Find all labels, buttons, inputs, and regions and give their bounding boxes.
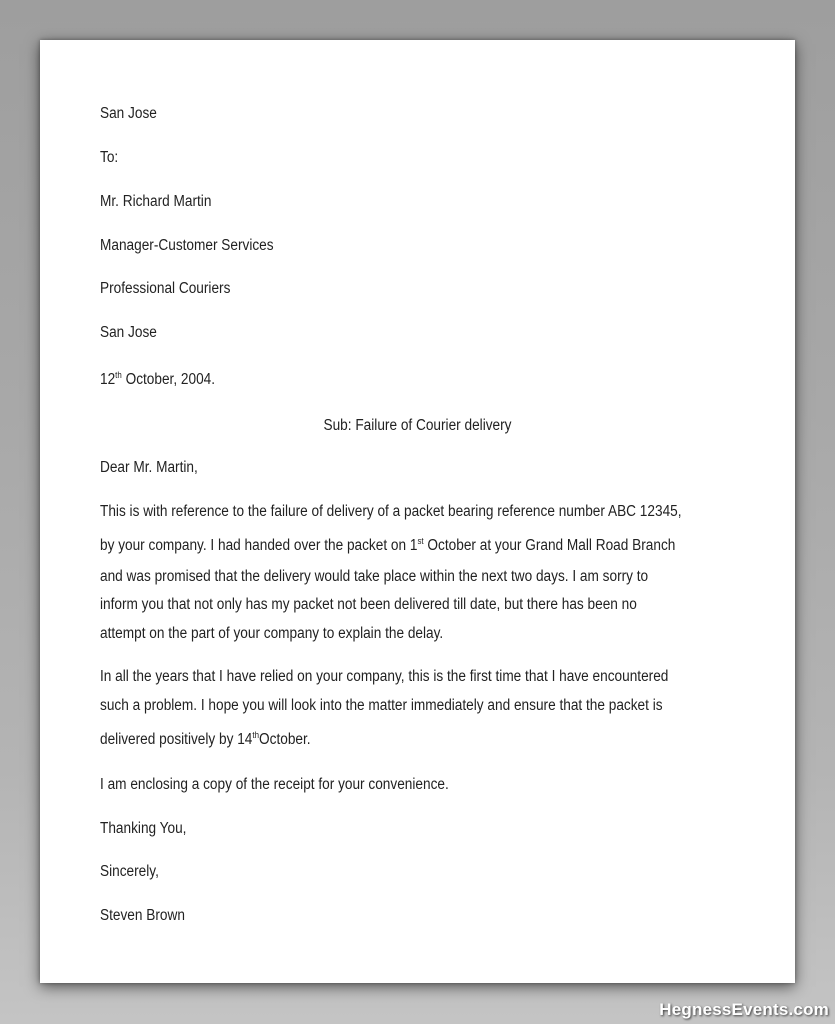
p2-line3-text-a: delivered positively by 14 — [100, 731, 253, 748]
p1-line2-sup: st — [417, 536, 424, 546]
recipient-city: San Jose — [100, 324, 157, 341]
p2-line3-sup: th — [252, 730, 260, 740]
paragraph-3: I am enclosing a copy of the receipt for your convenience. — [100, 776, 449, 793]
paragraph-1-line-2 — [100, 536, 675, 556]
letter-page — [40, 40, 795, 983]
date-rest: October, 2004. — [121, 371, 216, 388]
signature-name: Steven Brown — [100, 907, 185, 924]
sender-city: San Jose — [100, 105, 157, 122]
date-day: 12 — [100, 371, 116, 388]
paragraph-2-line-3 — [100, 730, 311, 750]
to-label: To: — [100, 149, 119, 166]
salutation: Dear Mr. Martin, — [100, 459, 198, 476]
p2-line3-text-b: October. — [259, 731, 311, 748]
recipient-company: Professional Couriers — [100, 280, 231, 297]
paragraph-1-line-3: and was promised that the delivery would take place within the next two days. I am sorry to — [100, 568, 649, 585]
recipient-name: Mr. Richard Martin — [100, 193, 212, 210]
letter-date — [100, 370, 215, 390]
watermark-text: HegnessEvents.com — [659, 1000, 829, 1019]
p1-line2-text-a: by your company. I had handed over the packet on 1 — [100, 537, 418, 554]
closing-sincerely: Sincerely, — [100, 863, 159, 880]
paragraph-1-line-4: inform you that not only has my packet not been delivered till date, but there has been no — [100, 596, 637, 613]
subject-line: Sub: Failure of Courier delivery — [323, 417, 512, 434]
paragraph-1-line-5: attempt on the part of your company to explain the delay. — [100, 625, 444, 642]
p1-line2-text-b: October at your Grand Mall Road Branch — [423, 537, 676, 554]
date-suffix: th — [115, 370, 122, 380]
paragraph-2-line-1: In all the years that I have relied on your company, this is the first time that I have encountered — [100, 668, 669, 685]
closing-thanks: Thanking You, — [100, 820, 187, 837]
paragraph-2-line-2: such a problem. I hope you will look into the matter immediately and ensure that the packet is — [100, 697, 663, 714]
paragraph-1-line-1: This is with reference to the failure of delivery of a packet bearing reference number ABC 12345, — [100, 503, 682, 520]
recipient-title: Manager-Customer Services — [100, 237, 274, 254]
